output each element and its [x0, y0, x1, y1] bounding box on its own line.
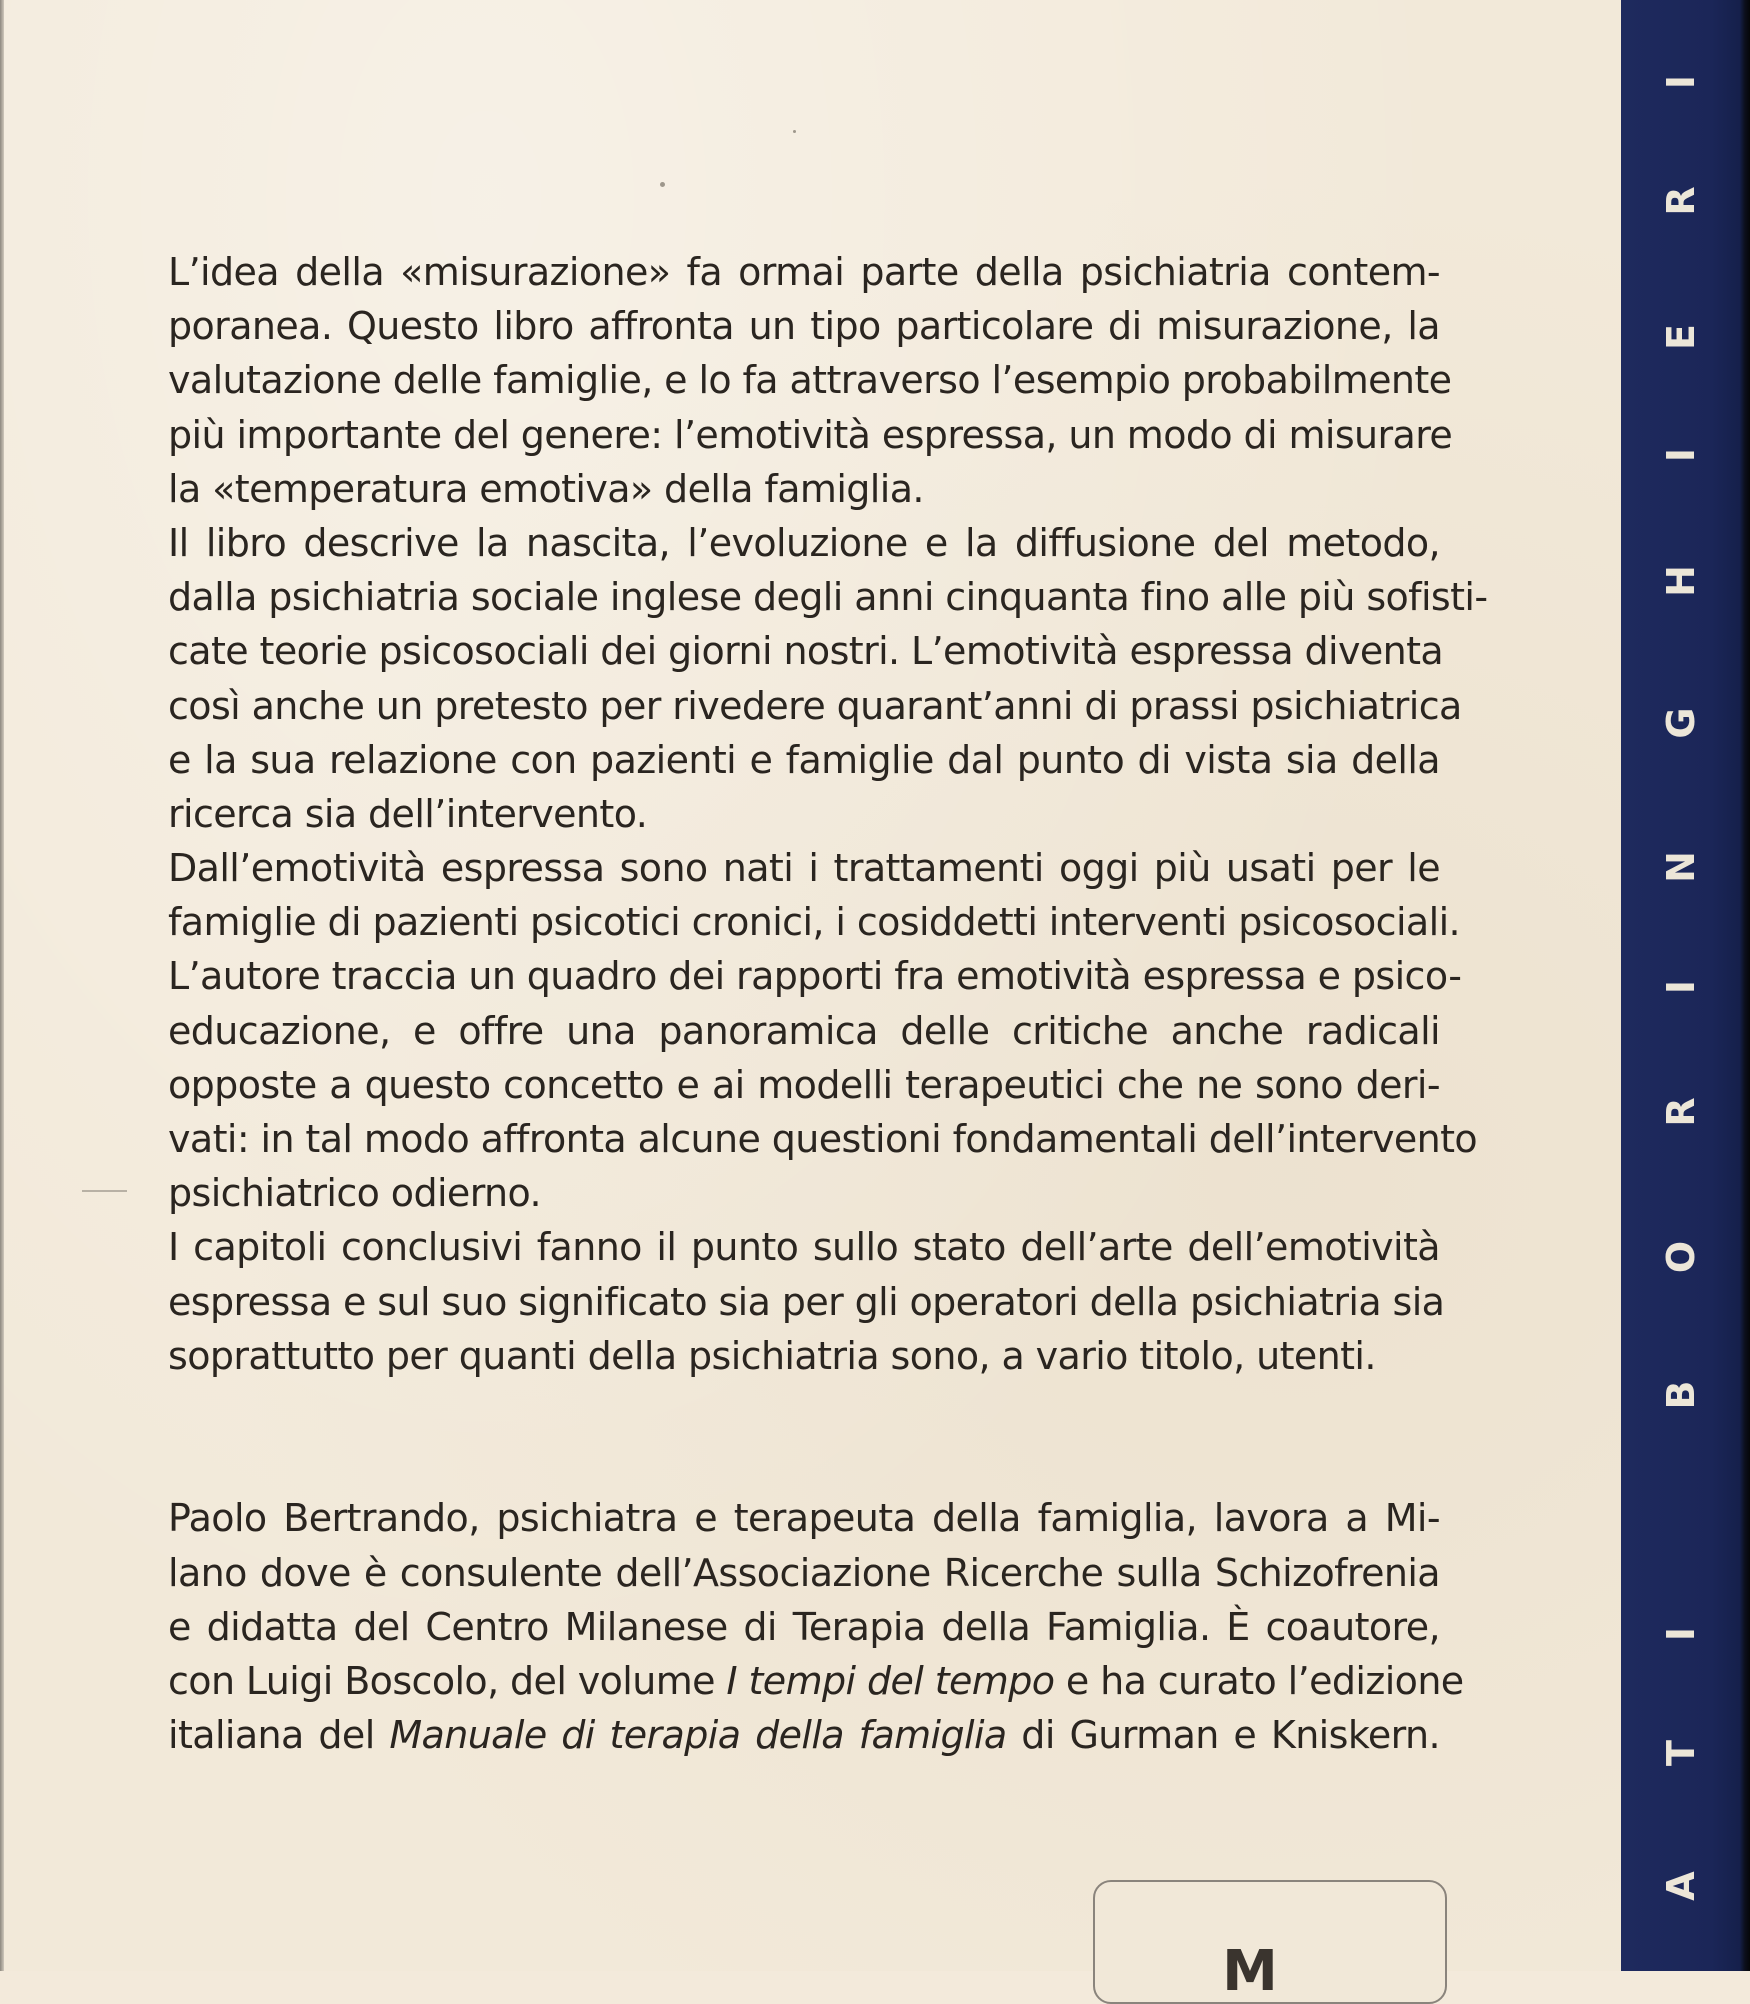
- bio-line: [168, 1654, 1464, 1708]
- bio-line: lano dove è consulente dell’Associazione Ricerche sulla Schizofrenia: [168, 1550, 1440, 1595]
- spine-letter: E: [1659, 324, 1703, 350]
- spine-letter: I: [1659, 979, 1703, 995]
- spine-letter: G: [1659, 707, 1703, 739]
- back-cover-blurb: [168, 245, 1488, 1762]
- blurb-line: più importante del genere: l’emotività espressa, un modo di misurare: [168, 412, 1453, 457]
- blurb-line: soprattutto per quanti della psichiatria sono, a vario titolo, utenti.: [168, 1333, 1376, 1378]
- spine-letter: R: [1659, 186, 1703, 216]
- publisher-logo-icon: M: [1222, 1939, 1278, 2004]
- bio-line: [168, 1708, 1440, 1762]
- spine-letter: I: [1659, 74, 1703, 90]
- bio-text: italiana del: [168, 1713, 390, 1758]
- spine-letter: T: [1659, 1740, 1703, 1766]
- blurb-line: così anche un pretesto per rivedere quarant’anni di prassi psichiatrica: [168, 683, 1462, 728]
- book-title-tempi: I tempi del tempo: [726, 1658, 1055, 1703]
- paper-speck: [793, 130, 796, 133]
- blurb-line: psichiatrico odierno.: [168, 1171, 542, 1216]
- book-title-manuale: Manuale di terapia della famiglia: [389, 1713, 1007, 1758]
- blurb-line: valutazione delle famiglie, e lo fa attraverso l’esempio probabilmente: [168, 358, 1452, 403]
- blurb-line: poranea. Questo libro affronta un tipo particolare di misurazione, la: [168, 304, 1440, 349]
- paragraph-gap: [168, 1383, 1440, 1491]
- spine-letter: I: [1659, 1626, 1703, 1642]
- spine-letter: O: [1659, 1240, 1703, 1274]
- blurb-line: educazione, e offre una panoramica delle critiche anche radicali: [168, 1008, 1440, 1053]
- blurb-line: L’idea della «misurazione» fa ormai parte della psichiatria contem-: [168, 250, 1440, 294]
- blurb-line: e la sua relazione con pazienti e famiglie dal punto di vista sia della: [168, 737, 1440, 782]
- page-left-edge: [0, 0, 4, 1971]
- blurb-line: dalla psichiatria sociale inglese degli anni cinquanta fino alle più sofisti-: [168, 575, 1488, 620]
- spine-letter: B: [1659, 1380, 1703, 1410]
- bio-text: con Luigi Boscolo, del volume: [168, 1658, 727, 1703]
- spine-letter: H: [1659, 565, 1703, 597]
- blurb-line: Il libro descrive la nascita, l’evoluzione e la diffusione del metodo,: [168, 520, 1440, 565]
- paper-speck: [660, 182, 665, 187]
- blurb-line: cate teorie psicosociali dei giorni nostri. L’emotività espressa diventa: [168, 629, 1444, 674]
- blurb-line: I capitoli conclusivi fanno il punto sullo stato dell’arte dell’emotività: [168, 1225, 1440, 1270]
- blurb-line: vati: in tal modo affronta alcune questioni fondamentali dell’intervento: [168, 1117, 1478, 1161]
- bio-text: e ha curato l’edizione: [1054, 1658, 1464, 1703]
- bio-line: Paolo Bertrando, psichiatra e terapeuta della famiglia, lavora a Mi-: [168, 1496, 1440, 1541]
- bio-text: di Gurman e Kniskern.: [1006, 1713, 1440, 1758]
- blurb-line: la «temperatura emotiva» della famiglia.: [168, 466, 924, 511]
- author-bio: [168, 1491, 1464, 1762]
- fold-mark: [82, 1190, 127, 1192]
- spine-letter: A: [1659, 1871, 1703, 1901]
- blurb-line: opposte a questo concetto e ai modelli terapeutici che ne sono deri-: [168, 1062, 1440, 1107]
- spine-letter: N: [1659, 851, 1703, 883]
- blurb-line: ricerca sia dell’intervento.: [168, 791, 648, 836]
- spine-letter: R: [1659, 1097, 1703, 1127]
- blurb-line: famiglie di pazienti psicotici cronici, i cosiddetti interventi psicosociali.: [168, 900, 1461, 945]
- blurb-line: Dall’emotività espressa sono nati i trattamenti oggi più usati per le: [168, 846, 1440, 891]
- blurb-line: espressa e sul suo significato sia per gli operatori della psichiatria sia: [168, 1279, 1445, 1324]
- blurb-line: L’autore traccia un quadro dei rapporti fra emotività espressa e psico-: [168, 954, 1462, 999]
- spine-letter: I: [1659, 447, 1703, 463]
- bio-line: e didatta del Centro Milanese di Terapia della Famiglia. È coautore,: [168, 1604, 1440, 1649]
